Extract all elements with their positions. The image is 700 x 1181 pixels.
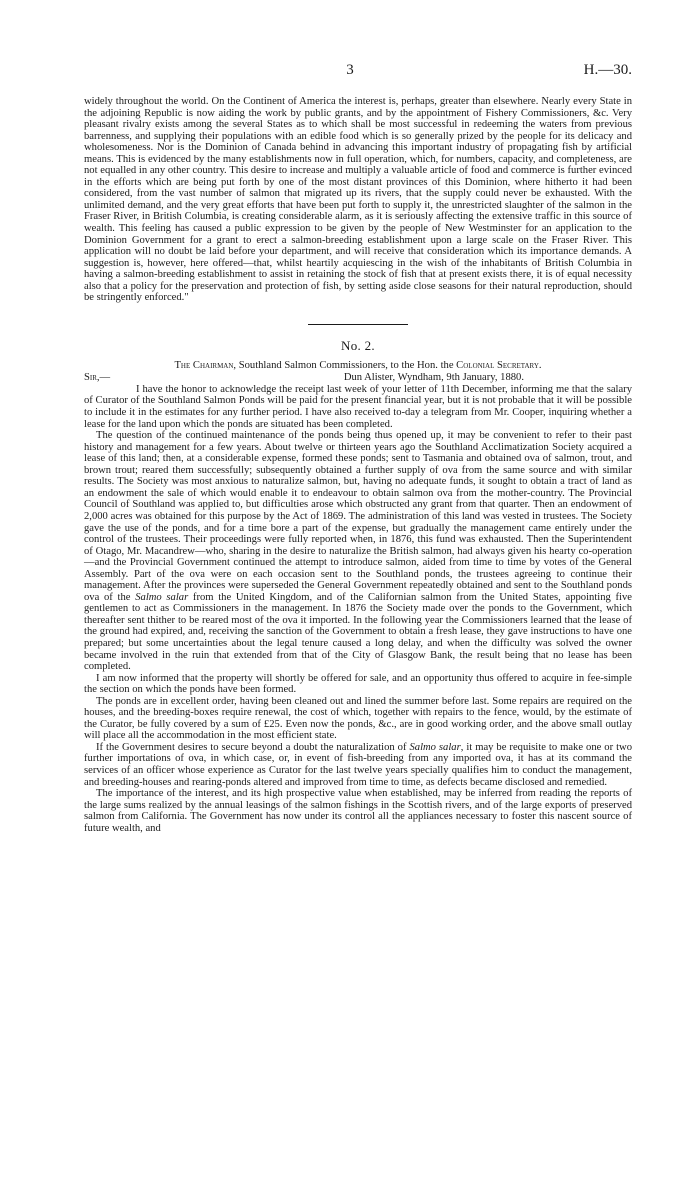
caption-end: . (538, 359, 542, 371)
paragraph-2-text: The question of the continued maintenance of the ponds being thus opened up, it may be convenient to refer to their past history and management for a few years. About twelve or thirteen years ago the Southland Acclimatization Society acquired a lease of this land; then, at a considerable expense, formed these ponds; sent to Tasmania and obtained ova of salmon, trout, and brown trout; reared them successfully; subsequently obtained a further supply of ova from the same source and with similar results. The Society was most anxious to naturalize salmon, but, having no adequate funds, it sought to obtain a tract of land as an endowment the sale of which would enable it to endeavour to obtain salmon ova from the mother-country. The Provincial Council of Southland was applied to, but difficulties arose which obstructed any grant from that quarter. Then an endowment of 2,000 acres was obtained for this purpose by the Act of 1869. The administration of this land was vested in trustees. The Society gave the use of the ponds, and for a time bore a part of the expense, but gradually the management came entirely under the control of the trustees. Their proceedings were fully reported when, in 1876, this fund was exhausted. Then the Superintendent of Otago, Mr. Macandrew—who, sharing in the desire to naturalize the British salmon, had always given his hearty co-operation—and the Provincial Government continued the attempt to introduce salmon, aided from time to time by votes of the General Assembly. Part of the ova were on each occasion sent to the Southland ponds, the trustees agreeing to continue their management. After the provinces were superseded the General Government repeatedly obtained and sent to the Southland ponds ova of the (84, 430, 632, 603)
letter-number-heading: No. 2. (341, 337, 375, 353)
continued-paragraph: widely throughout the world. On the Continent of America the interest is, perhaps, greater than elsewhere. Nearly every State in the adjoining Republic is now aiding the work by public grants, and by the appointment of Fishery Commissioners, &c. Very pleasant rivalry exists among the several States as to which shall be most successful in redeeming the waters from previous barrenness, and supplying their populations with an edible food which is so generally prized by the people for its delicacy and wholesomeness. Nor is the Dominion of Canada behind in advancing this important industry of propagating fish by artificial means. This is evidenced by the many establishments now in full operation, which, for numbers, capacity, and completeness, are not equalled in any other country. This desire to increase and multiply a valuable article of food and commerce is further evinced in the efforts which are being put forth by one of the most distant provinces of this Dominion, where hitherto it had been considered, from the vast number of salmon that migrated up its rivers, that the supply could never be exhausted. With the unlimited demand, and the very great efforts that have been put forth to supply it, the unrestricted slaughter of the salmon in the Fraser River, in British Columbia, is creating considerable alarm, as it is seriously affecting the extensive traffic in this source of wealth. This feeling has caused a public expression to be given by the people of New Westminster for an application to the Dominion Government for a grant to erect a salmon-breeding establishment upon a large scale on the Fraser River. This application will no doubt be laid before your department, and will receive that consideration which its importance demands. A suggestion is, however, here offered—that, whilst heartily acquiescing in the wish of the inhabitants of British Columbia in having a salmon-breeding establishment to assist in retaining the stock of fish that at present exists there, it is of equal necessity also that a policy for the preservation and protection of fish, by setting aside close seasons for their natural reproduction, should be stringently enforced." (84, 96, 632, 304)
letter-paragraph-4: The ponds are in excellent order, having been cleaned out and lined the summer before last. Some repairs are required on the houses, and the breeding-boxes require renewal, the cost of which, together with repairs to the fence, would, by the estimate of the Curator, be fully covered by a sum of £25. Even now the ponds, &c., are in good working order, and the above small outlay will place all the accommodation in the most efficient state. (84, 695, 632, 742)
species-name: Salmo salar (135, 591, 189, 603)
paragraph-5-text: If the Government desires to secure beyond a doubt the naturalization of (96, 741, 410, 753)
letter-paragraph-1: I have the honor to acknowledge the receipt last week of your letter of 11th December, informing me that the salary of Curator of the Southland Salmon Ponds will be paid for the present financial year, but it is not probable that it will be possible to include it in the estimates for any further period. I have also received to-day a telegram from Mr. Cooper, inquiring whether a lease for the land upon which the ponds are situated has been completed. (84, 383, 632, 430)
body-text (84, 96, 632, 834)
letter-paragraph-5 (84, 742, 632, 788)
salutation: Sir,— (84, 372, 111, 384)
salutation-row (84, 372, 632, 384)
letter-caption (84, 360, 632, 372)
letter-paragraph-3: I am now informed that the property will shortly be offered for sale, and an opportunity thus offered to acquire in fee-simple the section on which the ponds have been formed. (84, 672, 632, 696)
letter-paragraph-2 (84, 430, 632, 672)
species-name: Salmo salar (409, 741, 461, 753)
caption-middle: , Southland Salmon Commissioners, to the Hon. the (233, 359, 457, 371)
paragraph-5-tail: , it may be requisite to make one or two further importations of ova, in which case, or, in event of fish-breeding from any imported ova, it has at its command the services of an officer whose experience as Curator for the last twelve years specially qualifies him to conduct the management, and breeding-houses and rearing-ponds altered and improved from time to time, as defects became disclosed and remedied. (84, 741, 632, 788)
report-reference: H.—30. (583, 62, 632, 78)
page-number: 3 (346, 62, 354, 78)
caption-sender: The Chairman (174, 359, 234, 371)
section-divider (308, 324, 408, 325)
date-line: Dun Alister, Wyndham, 9th January, 1880. (343, 372, 524, 384)
caption-recipient: Colonial Secretary (456, 359, 539, 371)
letter-paragraph-6: The importance of the interest, and its high prospective value when established, may be inferred from reading the reports of the large sums realized by the annual leasings of the salmon fishings in the Scottish rivers, and of the large exports of preserved salmon from California. The Government has now under its control all the appliances necessary to foster this nascent source of future wealth, and (84, 788, 632, 834)
paragraph-2-tail: from the United Kingdom, and of the Californian salmon from the United States, appointing five gentlemen to act as Commissioners in the management. In 1876 the Society made over the ponds to the Government, which thereafter sent thither to be reared most of the ova it imported. In the following year the Commissioners learned that the lease of the ground had expired, and, receiving the sanction of the Government to obtain a fresh lease, they gave instructions to have one prepared; but some uncertainties about the legal tenure caused a long delay, and when the difficulty was solved the owner became involved in the ruin that extended from that of the City of Glasgow Bank, the result being that no lease has been completed. (84, 591, 632, 673)
